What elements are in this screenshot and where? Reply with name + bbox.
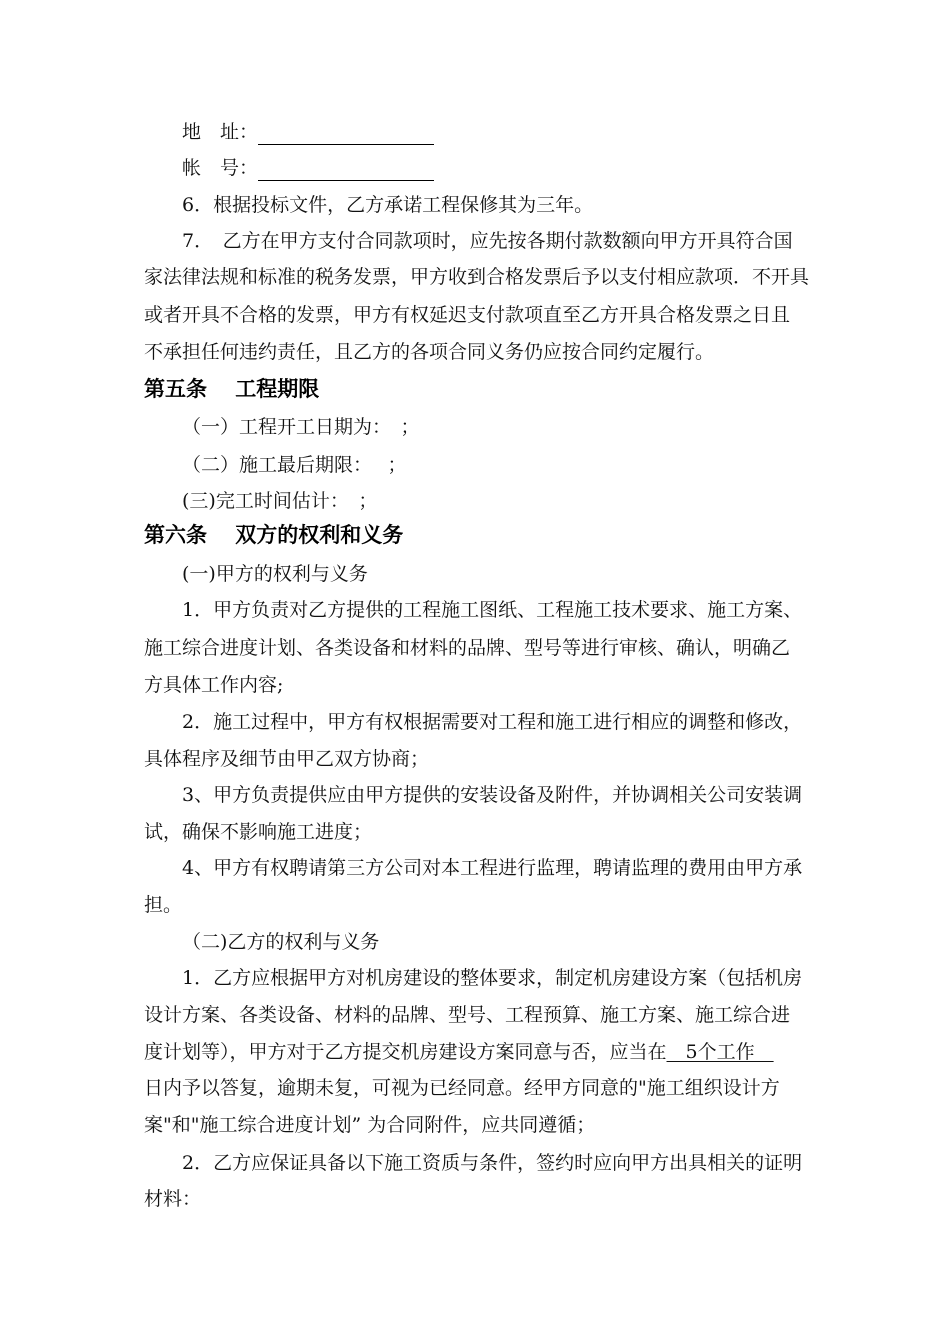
clause-6: 6．根据投标文件，乙方承诺工程保修其为三年。 — [182, 194, 594, 216]
account-label: 帐 号： — [182, 157, 259, 179]
address-blank[interactable] — [258, 124, 434, 145]
article-6-title: 第六条 双方的权利和义务 — [144, 523, 404, 547]
account-blank[interactable] — [258, 160, 434, 181]
clause-7-line-4: 不承担任何违约责任，且乙方的各项合同义务仍应按合同约定履行。 — [144, 341, 715, 363]
b1-line-4: 日内予以答复，逾期未复，可视为已经同意。经甲方同意的"施工组织设计方 — [144, 1077, 780, 1099]
address-line — [182, 119, 434, 145]
address-label: 地 址： — [182, 121, 259, 143]
a2-line-1: 2．施工过程中，甲方有权根据需要对工程和施工进行相应的调整和修改， — [182, 711, 803, 733]
b1-line-3-text: 度计划等），甲方对于乙方提交机房建设方案同意与否，应当在 — [144, 1041, 667, 1063]
a3-line-1: 3、甲方负责提供应由甲方提供的安装设备及附件，并协调相关公司安装调 — [182, 784, 803, 806]
a2-line-2: 具体程序及细节由甲乙双方协商； — [144, 748, 430, 770]
a1-line-3: 方具体工作内容; — [144, 674, 284, 696]
response-days-field[interactable]: 5个工作 — [666, 1041, 774, 1063]
article-5-item-3: (三)完工时间估计： ； — [182, 490, 378, 512]
clause-7-line-2: 家法律法规和标准的税务发票，甲方收到合格发票后予以支付相应款项．不开具 — [144, 266, 810, 288]
a4-line-1: 4、甲方有权聘请第三方公司对本工程进行监理，聘请监理的费用由甲方承 — [182, 857, 803, 879]
a1-line-2: 施工综合进度计划、各类设备和材料的品牌、型号等进行审核、确认，明确乙 — [144, 637, 791, 659]
article-5-item-2: （二）施工最后期限： ； — [182, 454, 407, 476]
clause-7-line-3: 或者开具不合格的发票，甲方有权延迟支付款项直至乙方开具合格发票之日且 — [144, 304, 791, 326]
a3-line-2: 试，确保不影响施工进度； — [144, 821, 373, 843]
a4-line-2: 担。 — [144, 894, 183, 916]
b2-line-2: 材料： — [144, 1188, 202, 1210]
b1-line-5: 案"和"施工综合进度计划” 为合同附件，应共同遵循； — [144, 1114, 596, 1136]
b2-line-1: 2．乙方应保证具备以下施工资质与条件，签约时应向甲方出具相关的证明 — [182, 1152, 803, 1174]
b1-line-2: 设计方案、各类设备、材料的品牌、型号、工程预算、施工方案、施工综合进 — [144, 1004, 791, 1026]
account-line — [182, 155, 434, 181]
article-5-item-1: （一）工程开工日期为： ； — [182, 416, 420, 438]
clause-7-line-1: 7． 乙方在甲方支付合同款项时，应先按各期付款数额向甲方开具符合国 — [182, 230, 793, 252]
b1-line-1: 1．乙方应根据甲方对机房建设的整体要求，制定机房建设方案（包括机房 — [182, 967, 803, 989]
b1-line-3 — [144, 1039, 774, 1065]
article-5-title: 第五条 工程期限 — [144, 377, 320, 401]
part-a-title: (一)甲方的权利与义务 — [182, 563, 368, 585]
a1-line-1: 1．甲方负责对乙方提供的工程施工图纸、工程施工技术要求、施工方案、 — [182, 599, 803, 621]
part-b-title: （二)乙方的权利与义务 — [182, 931, 380, 953]
